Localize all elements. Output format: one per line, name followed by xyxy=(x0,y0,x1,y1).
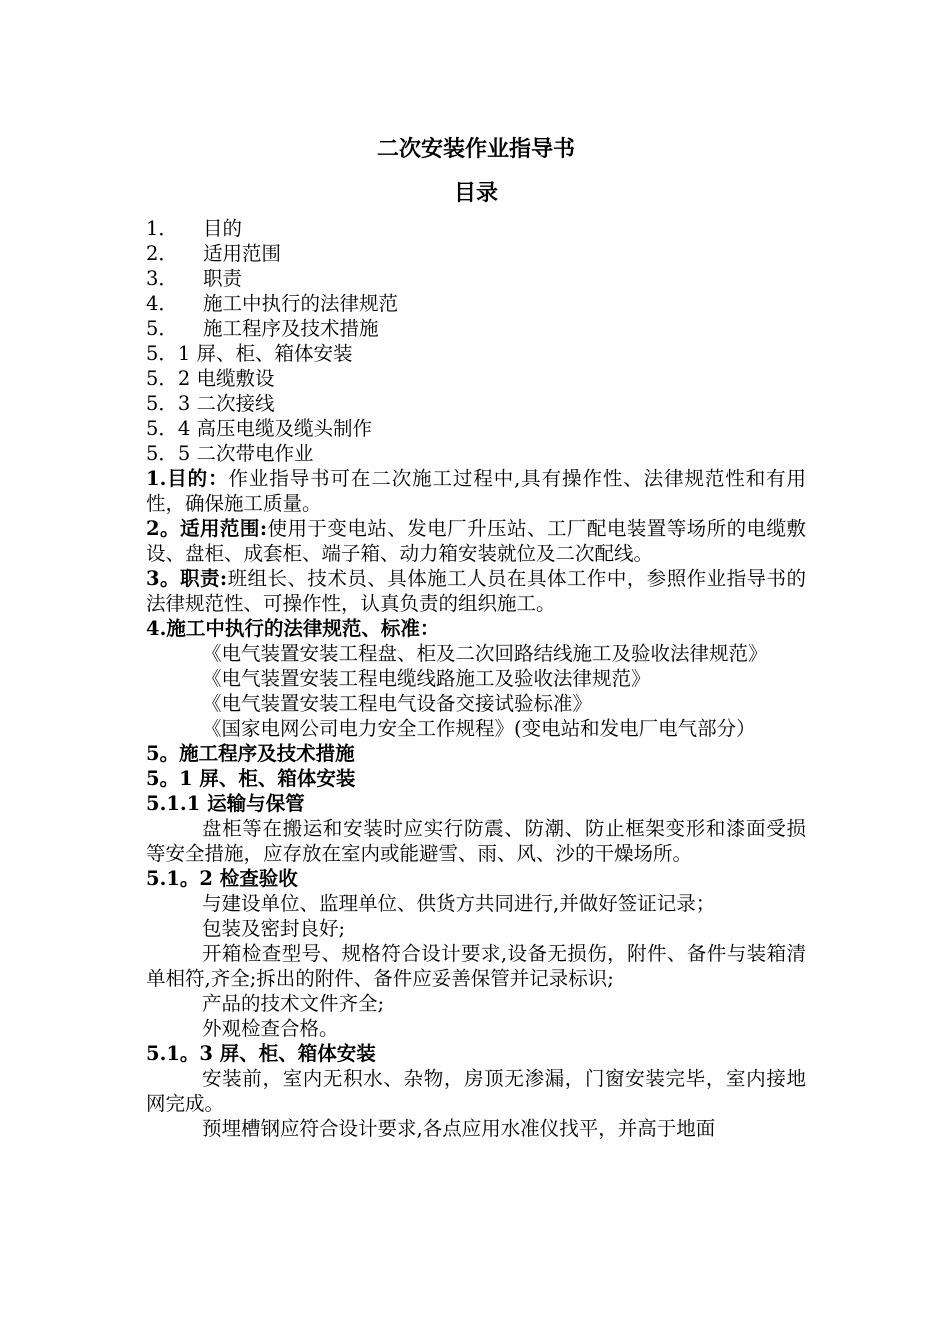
section-heading-standards: 4.施工中执行的法律规范、标准： xyxy=(146,617,440,640)
section-heading: 1.目的： xyxy=(146,467,229,490)
table-of-contents xyxy=(146,216,806,466)
paragraph: 开箱检查型号、规格符合设计要求,设备无损伤，附件、备件与装箱清单相符,齐全;拆出的附件、备件应妥善保管并记录标识; xyxy=(146,942,806,990)
toc-subitem: 5．3 二次接线 xyxy=(146,392,275,415)
toc-title: 目录 xyxy=(453,181,498,206)
toc-item-label: 施工中执行的法律规范 xyxy=(203,292,399,315)
paragraph: 安装前，室内无积水、杂物，房顶无渗漏，门窗安装完毕，室内接地网完成。 xyxy=(146,1067,806,1115)
standard-item: 《国家电网公司电力安全工作规程》(变电站和发电厂电气部分） xyxy=(202,717,756,740)
section-responsibility xyxy=(146,566,806,616)
subsubsection-heading: 5.1.1 运输与保管 xyxy=(146,792,305,815)
section-text: 班组长、技术员、具体施工人员在具体工作中，参照作业指导书的法律规范性、可操作性，认真负责的组织施工。 xyxy=(146,567,806,615)
toc-item xyxy=(146,316,806,341)
section-heading-procedure: 5。施工程序及技术措施 xyxy=(146,742,355,765)
section-scope xyxy=(146,516,806,566)
toc-item-number: 1． xyxy=(146,217,178,240)
subsubsection-heading: 5.1。3 屏、柜、箱体安装 xyxy=(146,1042,376,1065)
toc-item-label: 适用范围 xyxy=(203,242,282,265)
toc-subitem: 5．5 二次带电作业 xyxy=(146,442,314,465)
document-body xyxy=(146,134,806,1141)
toc-item-number: 3． xyxy=(146,267,178,290)
toc-item-label: 职责 xyxy=(203,267,243,290)
toc-item xyxy=(146,241,806,266)
subsubsection-heading: 5.1。2 检查验收 xyxy=(146,867,298,890)
standard-item: 《电气装置安装工程电缆线路施工及验收法律规范》 xyxy=(202,667,651,690)
standard-item: 《电气装置安装工程盘、柜及二次回路结线施工及验收法律规范》 xyxy=(202,642,768,665)
paragraph: 包装及密封良好; xyxy=(202,917,346,940)
toc-item xyxy=(146,291,806,316)
section-heading: 2。适用范围: xyxy=(146,517,268,540)
section-text: 作业指导书可在二次施工过程中,具有操作性、法律规范性和有用性，确保施工质量。 xyxy=(146,467,807,515)
paragraph: 与建设单位、监理单位、供货方共同进行,并做好签证记录； xyxy=(202,892,716,915)
section-purpose xyxy=(146,466,806,516)
section-text: 使用于变电站、发电厂升压站、工厂配电装置等场所的电缆敷设、盘柜、成套柜、端子箱、动力箱安装就位及二次配线。 xyxy=(146,517,806,565)
toc-item-number: 2． xyxy=(146,242,178,265)
toc-subitem: 5．4 高压电缆及缆头制作 xyxy=(146,417,373,440)
paragraph: 产品的技术文件齐全; xyxy=(202,992,385,1015)
toc-item-label: 目的 xyxy=(203,217,243,240)
toc-item-number: 4． xyxy=(146,292,178,315)
standard-item: 《电气装置安装工程电气设备交接试验标准》 xyxy=(202,692,593,715)
toc-item-number: 5． xyxy=(146,317,178,340)
paragraph: 盘柜等在搬运和安装时应实行防震、防潮、防止框架变形和漆面受损等安全措施，应存放在室内或能避雪、雨、风、沙的干燥场所。 xyxy=(146,817,806,865)
toc-item-label: 施工程序及技术措施 xyxy=(203,317,379,340)
document-title: 二次安装作业指导书 xyxy=(376,137,575,162)
section-heading: 3。职责: xyxy=(146,567,228,590)
standards-list xyxy=(146,641,806,741)
paragraph: 预埋槽钢应符合设计要求,各点应用水准仪找平，并高于地面 xyxy=(202,1117,716,1140)
toc-item xyxy=(146,216,806,241)
subsection-heading: 5。1 屏、柜、箱体安装 xyxy=(146,767,356,790)
toc-subitem: 5．2 电缆敷设 xyxy=(146,367,275,390)
toc-subitem: 5．1 屏、柜、箱体安装 xyxy=(146,342,353,365)
toc-item xyxy=(146,266,806,291)
paragraph: 外观检查合格。 xyxy=(202,1017,339,1040)
